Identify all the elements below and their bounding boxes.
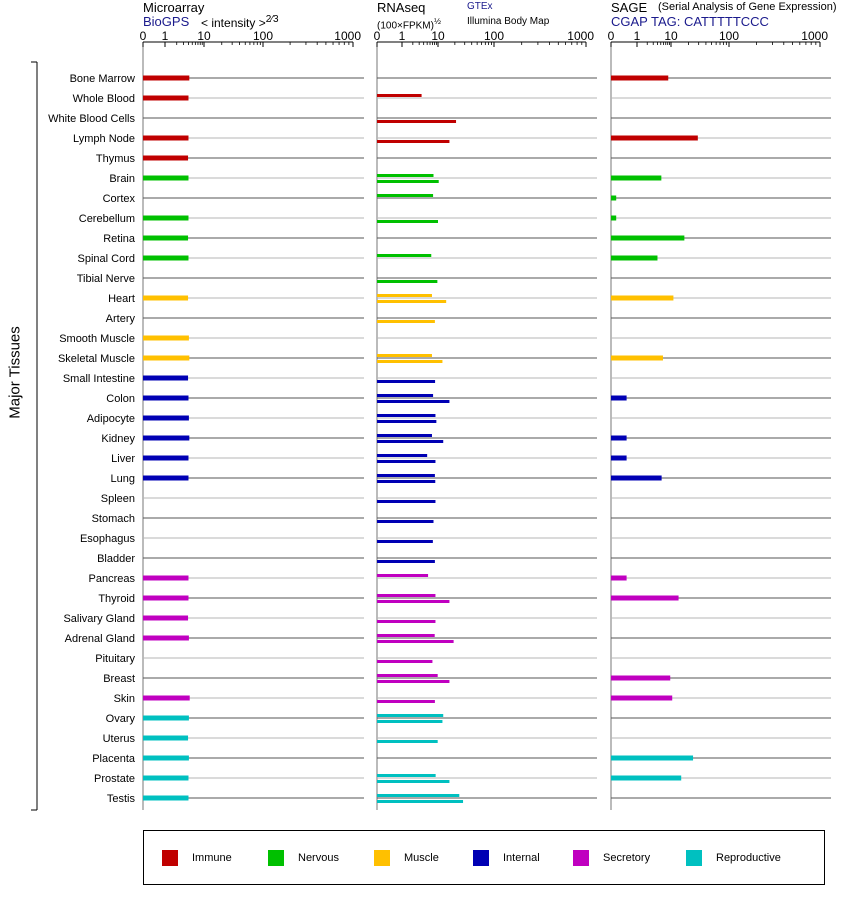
bar-rnaseq-bodymap — [377, 560, 435, 563]
tissue-label: Uterus — [102, 733, 135, 745]
bar-rnaseq-bodymap — [377, 460, 435, 463]
axis-tick-label: 0 — [373, 29, 381, 43]
tissue-label: Placenta — [92, 753, 135, 765]
axis-tick-label: 10 — [197, 29, 211, 43]
tissue-label: Adrenal Gland — [64, 633, 135, 645]
tissue-label: Thyroid — [98, 593, 135, 605]
bar-rnaseq-bodymap — [377, 640, 454, 643]
tissue-label: Smooth Muscle — [59, 333, 135, 345]
bar-rnaseq-bodymap — [377, 220, 438, 223]
bar-rnaseq-gtex — [377, 454, 427, 457]
tissue-label: Lymph Node — [73, 133, 135, 145]
bar-sage — [611, 576, 627, 581]
bar-rnaseq-bodymap — [377, 800, 463, 803]
bar-microarray — [143, 156, 188, 161]
bar-microarray — [143, 476, 188, 481]
bar-rnaseq-gtex — [377, 354, 432, 357]
bar-rnaseq-bodymap — [377, 440, 443, 443]
bar-rnaseq-bodymap — [377, 700, 435, 703]
bar-rnaseq-bodymap — [377, 360, 442, 363]
bar-rnaseq-bodymap — [377, 420, 436, 423]
bar-rnaseq-bodymap — [377, 780, 449, 783]
legend-label: Reproductive — [716, 852, 781, 864]
bar-sage — [611, 176, 661, 181]
bar-microarray — [143, 376, 188, 381]
bar-rnaseq-bodymap — [377, 320, 435, 323]
tissue-label: Skin — [113, 693, 135, 705]
tissue-label: Stomach — [91, 513, 135, 525]
panel2-subtitle-text: (100×FPKM) — [377, 20, 434, 32]
panel3-subtitle: CGAP TAG: CATTTTTCCC — [611, 14, 769, 29]
axis-tick-label: 100 — [483, 29, 505, 43]
tissue-label: Cortex — [102, 193, 135, 205]
bar-microarray — [143, 136, 188, 141]
tissue-label: Spinal Cord — [77, 253, 135, 265]
bar-sage — [611, 596, 679, 601]
bar-rnaseq-gtex — [377, 394, 433, 397]
legend — [143, 830, 825, 885]
panel1-subtitle: BioGPS — [143, 14, 190, 29]
bar-sage — [611, 256, 657, 261]
bar-rnaseq-bodymap — [377, 140, 449, 143]
bar-rnaseq-bodymap — [377, 300, 446, 303]
bar-sage — [611, 216, 616, 221]
bar-rnaseq-bodymap — [377, 400, 449, 403]
tissue-label: Retina — [103, 233, 135, 245]
tissue-label: Esophagus — [79, 533, 135, 545]
bar-sage — [611, 236, 684, 241]
bar-rnaseq-bodymap — [377, 540, 433, 543]
bar-rnaseq-gtex — [377, 94, 422, 97]
tissue-label: Lung — [110, 473, 135, 485]
tissue-label: Small Intestine — [62, 373, 135, 385]
legend-swatch — [686, 850, 702, 866]
bar-sage — [611, 396, 627, 401]
legend-item-nervous — [268, 850, 339, 866]
tissue-label: Prostate — [94, 773, 135, 785]
bar-microarray — [143, 236, 188, 241]
axis-tick-label: 10 — [431, 29, 445, 43]
panel1-title: Microarray — [143, 0, 205, 15]
bar-rnaseq-bodymap — [377, 500, 435, 503]
bar-rnaseq-gtex — [377, 774, 436, 777]
bar-sage — [611, 756, 693, 761]
legend-label: Secretory — [603, 852, 651, 864]
legend-item-reproductive — [686, 850, 781, 866]
panel2-subtitle — [377, 16, 441, 31]
bar-microarray — [143, 296, 188, 301]
axis-tick-label: 1000 — [334, 29, 361, 43]
bar-sage — [611, 676, 670, 681]
bar-rnaseq-bodymap — [377, 720, 442, 723]
bar-sage — [611, 696, 672, 701]
tissue-label: Bladder — [97, 553, 135, 565]
bar-rnaseq-gtex — [377, 254, 431, 257]
axis-tick-label: 1000 — [801, 29, 828, 43]
panel2-source-gtex: GTEx — [467, 1, 493, 12]
bar-rnaseq-gtex — [377, 714, 443, 717]
legend-swatch — [473, 850, 489, 866]
tissue-label: Kidney — [101, 433, 135, 445]
legend-label: Muscle — [404, 852, 439, 864]
bar-rnaseq-gtex — [377, 434, 432, 437]
legend-swatch — [573, 850, 589, 866]
tissue-label: Thymus — [95, 153, 135, 165]
y-axis-label: Major Tissues — [6, 326, 24, 419]
bar-rnaseq-gtex — [377, 474, 435, 477]
bar-rnaseq-bodymap — [377, 520, 434, 523]
panel2-title — [377, 0, 425, 15]
bar-microarray — [143, 736, 188, 741]
panel1-intensity-exp: 2⁄3 — [265, 14, 279, 25]
bar-microarray — [143, 636, 189, 641]
tissue-label: Pancreas — [88, 573, 135, 585]
panel2-exp: ½ — [433, 16, 441, 26]
bar-rnaseq-bodymap — [377, 600, 449, 603]
panel2-title-text: RNAseq — [377, 0, 426, 15]
bar-rnaseq-gtex — [377, 194, 433, 197]
bar-sage — [611, 776, 681, 781]
tissue-label: Heart — [108, 293, 135, 305]
axis-tick-label: 1 — [161, 29, 169, 43]
tissue-label: White Blood Cells — [48, 113, 135, 125]
bar-rnaseq-bodymap — [377, 120, 456, 123]
bar-sage — [611, 456, 627, 461]
axis-tick-label: 1 — [398, 29, 406, 43]
tissue-label: Whole Blood — [72, 93, 135, 105]
bar-rnaseq-gtex — [377, 674, 438, 677]
bar-microarray — [143, 96, 188, 101]
bar-rnaseq-gtex — [377, 634, 435, 637]
bar-microarray — [143, 456, 188, 461]
legend-item-immune — [162, 850, 232, 866]
bar-sage — [611, 76, 668, 81]
bar-rnaseq-gtex — [377, 594, 435, 597]
axis-tick-label: 0 — [139, 29, 147, 43]
bar-microarray — [143, 396, 188, 401]
bar-rnaseq-bodymap — [377, 180, 439, 183]
tissue-label: Cerebellum — [78, 213, 135, 225]
tissue-label: Ovary — [105, 713, 135, 725]
bar-microarray — [143, 176, 188, 181]
bar-sage — [611, 196, 616, 201]
bar-microarray — [143, 796, 188, 801]
bar-microarray — [143, 716, 189, 721]
axis-tick-label: 0 — [607, 29, 615, 43]
bar-rnaseq-bodymap — [377, 280, 437, 283]
bar-rnaseq-gtex — [377, 414, 435, 417]
legend-swatch — [374, 850, 390, 866]
tissue-label: Testis — [106, 793, 135, 805]
legend-swatch — [162, 850, 178, 866]
bar-rnaseq-bodymap — [377, 680, 449, 683]
bar-rnaseq-gtex — [377, 794, 459, 797]
bar-microarray — [143, 616, 188, 621]
bar-microarray — [143, 216, 188, 221]
bar-rnaseq-bodymap — [377, 480, 435, 483]
axis-tick-label: 1000 — [567, 29, 594, 43]
bar-rnaseq-bodymap — [377, 660, 432, 663]
axis-tick-label: 100 — [718, 29, 740, 43]
tissue-label: Pituitary — [95, 653, 135, 665]
bar-rnaseq-gtex — [377, 174, 434, 177]
bar-rnaseq-bodymap — [377, 740, 438, 743]
tissue-label: Bone Marrow — [69, 73, 135, 85]
bar-sage — [611, 356, 663, 361]
tissue-label: Salivary Gland — [63, 613, 135, 625]
bar-sage — [611, 476, 662, 481]
legend-label: Nervous — [298, 852, 339, 864]
panel3-title: SAGE — [611, 0, 648, 15]
tissue-label: Liver — [111, 453, 135, 465]
bar-rnaseq-gtex — [377, 574, 428, 577]
legend-label: Internal — [503, 852, 540, 864]
legend-item-muscle — [374, 850, 439, 866]
tissue-label: Breast — [103, 673, 135, 685]
bar-microarray — [143, 756, 189, 761]
bar-microarray — [143, 76, 189, 81]
axis-tick-label: 1 — [633, 29, 641, 43]
bar-sage — [611, 436, 627, 441]
tissue-label: Brain — [109, 173, 135, 185]
bar-sage — [611, 296, 673, 301]
bar-rnaseq-bodymap — [377, 620, 435, 623]
legend-item-secretory — [573, 850, 650, 866]
legend-swatch — [268, 850, 284, 866]
panel1-intensity — [201, 14, 279, 30]
tissue-label: Adipocyte — [86, 413, 135, 425]
bar-microarray — [143, 256, 188, 261]
bar-sage — [611, 136, 698, 141]
axis-tick-label: 100 — [252, 29, 274, 43]
bar-microarray — [143, 696, 190, 701]
tissue-label: Spleen — [100, 493, 135, 505]
axis-tick-label: 10 — [664, 29, 678, 43]
bar-microarray — [143, 356, 189, 361]
bar-rnaseq-gtex — [377, 294, 432, 297]
bar-microarray — [143, 576, 188, 581]
panel1-intensity-label: < intensity > — [201, 16, 266, 30]
tissue-label: Skeletal Muscle — [57, 353, 135, 365]
legend-item-internal — [473, 850, 540, 866]
panel3-title-note: (Serial Analysis of Gene Expression) — [658, 1, 837, 13]
bar-microarray — [143, 336, 189, 341]
bar-rnaseq-bodymap — [377, 380, 435, 383]
tissue-label: Colon — [106, 393, 135, 405]
panel2-source-bodymap: Illumina Body Map — [467, 16, 550, 27]
bar-microarray — [143, 416, 189, 421]
tissue-label: Artery — [105, 313, 135, 325]
legend-label: Immune — [192, 852, 232, 864]
bar-microarray — [143, 436, 189, 441]
bar-microarray — [143, 776, 188, 781]
tissue-label: Tibial Nerve — [76, 273, 135, 285]
bar-microarray — [143, 596, 188, 601]
